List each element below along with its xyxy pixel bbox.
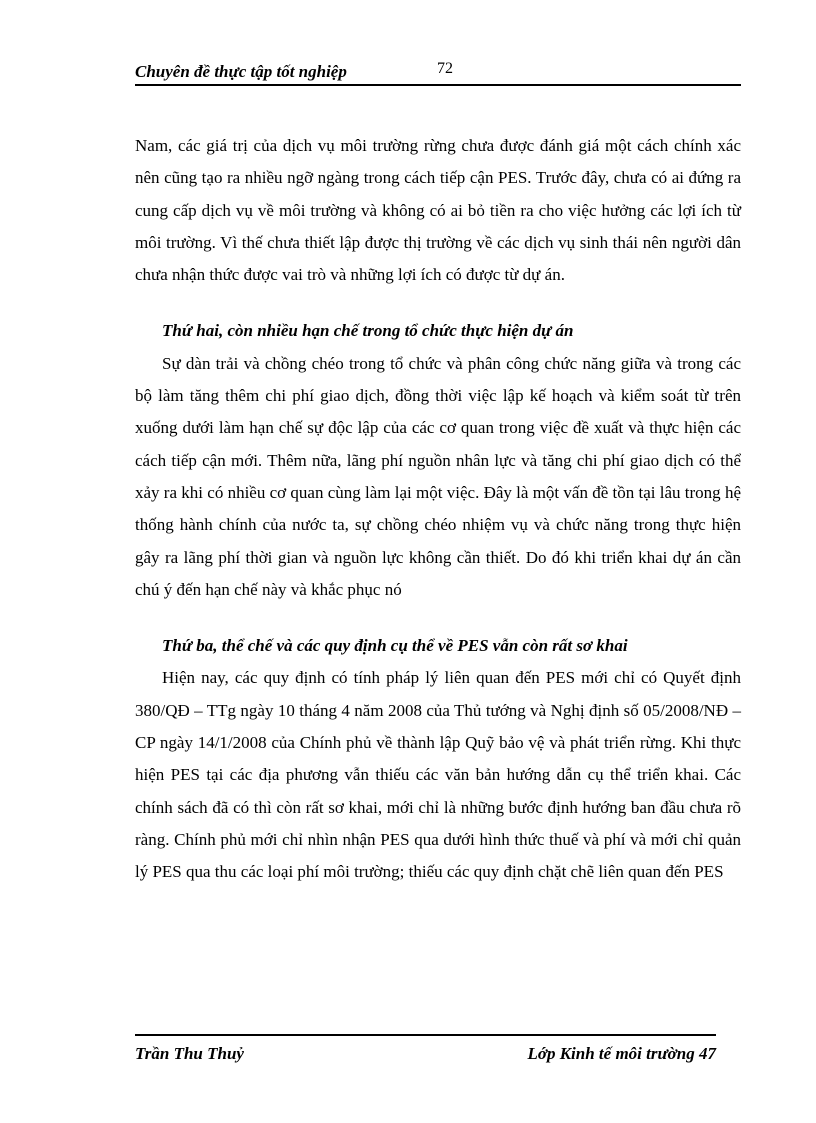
page-number: 72 <box>437 60 453 77</box>
paragraph-2: Sự dàn trải và chồng chéo trong tổ chức và phân công chức năng giữa và trong các bộ làm tăng thêm chi phí giao dịch, đồng thời việc lập kế hoạch và kiểm soát từ trên xuống dưới làm hạn chế sự độc lập của các cơ quan trong việc đề xuất và thực hiện các cách tiếp cận mới. Thêm nữa, lãng phí nguồn nhân lực và tăng chi phí giao dịch có thể xảy ra khi có nhiều cơ quan cùng làm lại một việc. Đây là một vấn đề tồn tại lâu trong hệ thống hành chính của nước ta, sự chồng chéo nhiệm vụ và chức năng trong thực hiện gây ra lãng phí thời gian và nguồn lực không cần thiết. Do đó khi triển khai dự án cần chú ý đến hạn chế này và khắc phục nó <box>135 353 741 599</box>
footer-class: Lớp Kinh tế môi trường 47 <box>527 1044 716 1063</box>
document-body <box>135 130 741 889</box>
header-title: Chuyên đề thực tập tốt nghiệp <box>135 62 347 81</box>
paragraph-3: Hiện nay, các quy định có tính pháp lý liên quan đến PES mới chỉ có Quyết định 380/QĐ – TTg ngày 10 tháng 4 năm 2008 của Thủ tướng và Nghị định số 05/2008/NĐ – CP ngày 14/1/2008 của Chính phủ về thành lập Quỹ bảo vệ và phát triển rừng. Khi thực hiện PES tại các địa phương vẫn thiếu các văn bản hướng dẫn cụ thể triển khai. Các chính sách đã có thì còn rất sơ khai, mới chỉ là những bước định hướng ban đầu chưa rõ ràng. Chính phủ mới chỉ nhìn nhận PES qua dưới hình thức thuế và phí và mới chỉ quản lý PES qua thu các loại phí môi trường; thiếu các quy định chặt chẽ liên quan đến PES <box>135 668 741 882</box>
footer-author: Trần Thu Thuỷ <box>135 1044 244 1063</box>
paragraph-1: Nam, các giá trị của dịch vụ môi trường rừng chưa được đánh giá một cách chính xác nên cũng tạo ra nhiều ngỡ ngàng trong cách tiếp cận PES. Trước đây, chưa có ai đứng ra cung cấp dịch vụ về môi trường và không có ai bỏ tiền ra cho việc hưởng các lợi ích từ môi trường. Vì thế chưa thiết lập được thị trường về các dịch vụ sinh thái nên người dân chưa nhận thức được vai trò và những lợi ích có được từ dự án. <box>135 136 741 285</box>
page-header <box>135 58 741 86</box>
footer-divider <box>135 1034 716 1036</box>
section-heading-second: Thứ hai, còn nhiều hạn chế trong tổ chức thực hiện dự án <box>162 321 574 341</box>
section-heading-third: Thứ ba, thể chế và các quy định cụ thể về PES vẫn còn rất sơ khai <box>162 636 628 656</box>
